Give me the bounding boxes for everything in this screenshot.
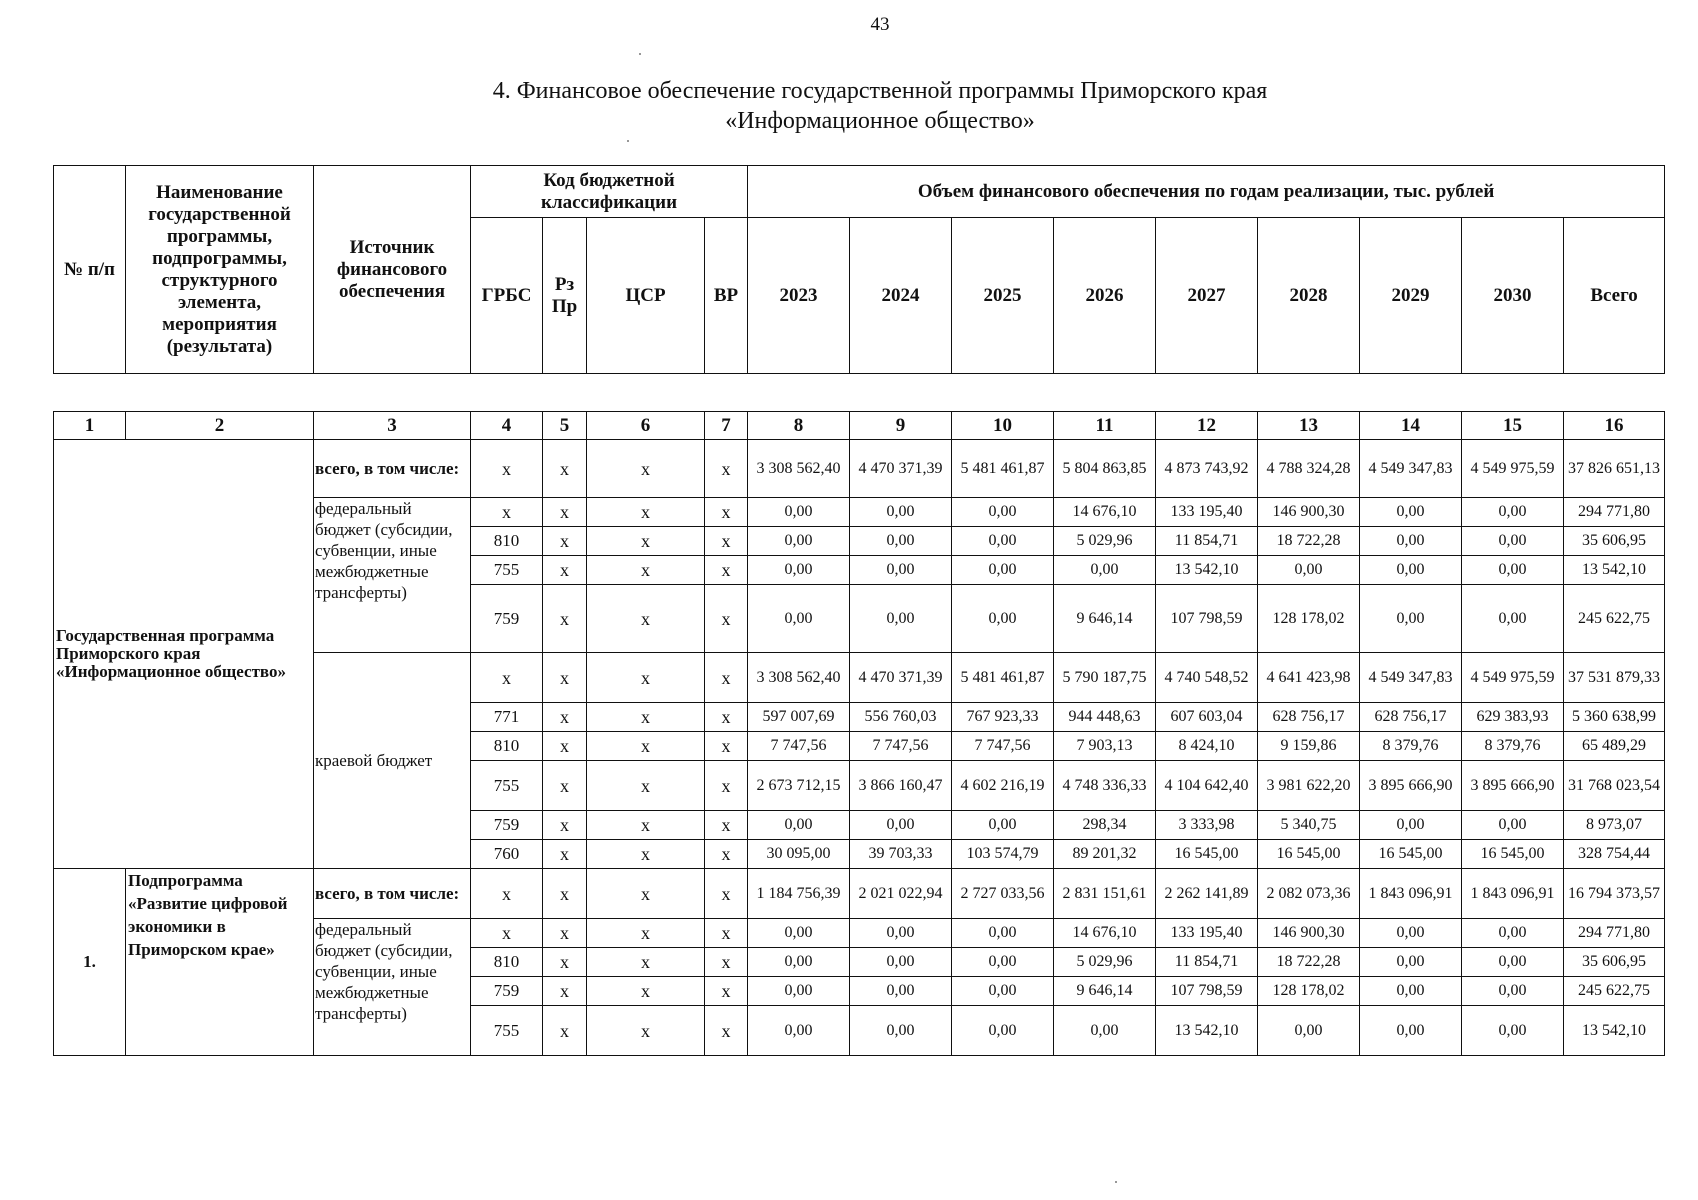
- cell-value: 128 178,02: [1258, 977, 1360, 1006]
- cell-value: 16 545,00: [1156, 840, 1258, 869]
- source-total: всего, в том числе:: [314, 440, 471, 498]
- cell-value: 0,00: [748, 948, 850, 977]
- cell-vr: x: [705, 556, 748, 585]
- header-rz: Рз Пр: [543, 218, 587, 374]
- cell-value: 0,00: [748, 498, 850, 527]
- table-header: [53, 165, 1665, 374]
- cell-value: 4 549 975,59: [1462, 653, 1564, 703]
- cell-csr: x: [587, 1006, 705, 1056]
- cell-rz: x: [543, 811, 587, 840]
- cell-grbs: 759: [471, 811, 543, 840]
- cell-value: 5 481 461,87: [952, 653, 1054, 703]
- cell-value: 5 029,96: [1054, 948, 1156, 977]
- cell-value: 13 542,10: [1156, 1006, 1258, 1056]
- cell-value: 0,00: [1054, 1006, 1156, 1056]
- cell-vr: x: [705, 811, 748, 840]
- cell-value: 0,00: [748, 527, 850, 556]
- column-number: 13: [1258, 412, 1360, 440]
- page-title-line1: 4. Финансовое обеспечение государственной программы Приморского края: [492, 78, 1268, 104]
- cell-value: 5 340,75: [1258, 811, 1360, 840]
- cell-total: 294 771,80: [1564, 498, 1665, 527]
- cell-value: 8 379,76: [1462, 732, 1564, 761]
- cell-value: 0,00: [1360, 527, 1462, 556]
- cell-value: 133 195,40: [1156, 919, 1258, 948]
- cell-total: 13 542,10: [1564, 1006, 1665, 1056]
- cell-rz: x: [543, 919, 587, 948]
- cell-value: 0,00: [850, 527, 952, 556]
- cell-value: 628 756,17: [1360, 703, 1462, 732]
- cell-rz: x: [543, 585, 587, 653]
- cell-grbs: x: [471, 498, 543, 527]
- cell-grbs: 759: [471, 585, 543, 653]
- cell-value: 146 900,30: [1258, 919, 1360, 948]
- cell-value: 0,00: [748, 977, 850, 1006]
- table-body: [53, 411, 1665, 1056]
- cell-total: 245 622,75: [1564, 585, 1665, 653]
- cell-csr: x: [587, 919, 705, 948]
- cell-value: 133 195,40: [1156, 498, 1258, 527]
- cell-value: 2 673 712,15: [748, 761, 850, 811]
- header-budget-code: Код бюджетной классификации: [471, 166, 748, 218]
- cell-grbs: 759: [471, 977, 543, 1006]
- cell-value: 0,00: [1360, 977, 1462, 1006]
- cell-grbs: x: [471, 869, 543, 919]
- cell-value: 0,00: [1462, 585, 1564, 653]
- cell-value: 128 178,02: [1258, 585, 1360, 653]
- header-grbs: ГРБС: [471, 218, 543, 374]
- cell-value: 0,00: [1462, 948, 1564, 977]
- cell-rz: x: [543, 703, 587, 732]
- cell-value: 0,00: [1462, 919, 1564, 948]
- cell-value: 3 308 562,40: [748, 653, 850, 703]
- cell-value: 4 740 548,52: [1156, 653, 1258, 703]
- cell-grbs: 810: [471, 527, 543, 556]
- cell-value: 0,00: [1360, 919, 1462, 948]
- cell-value: 0,00: [1360, 556, 1462, 585]
- cell-value: 0,00: [850, 1006, 952, 1056]
- cell-value: 2 727 033,56: [952, 869, 1054, 919]
- cell-value: 3 895 666,90: [1360, 761, 1462, 811]
- cell-vr: x: [705, 585, 748, 653]
- cell-value: 4 602 216,19: [952, 761, 1054, 811]
- cell-total: 8 973,07: [1564, 811, 1665, 840]
- cell-value: 944 448,63: [1054, 703, 1156, 732]
- cell-value: 30 095,00: [748, 840, 850, 869]
- cell-grbs: 755: [471, 556, 543, 585]
- cell-value: 14 676,10: [1054, 919, 1156, 948]
- cell-value: 5 804 863,85: [1054, 440, 1156, 498]
- cell-value: 18 722,28: [1258, 527, 1360, 556]
- cell-value: 11 854,71: [1156, 527, 1258, 556]
- cell-value: 7 747,56: [748, 732, 850, 761]
- cell-csr: x: [587, 440, 705, 498]
- cell-value: 0,00: [748, 811, 850, 840]
- cell-total: 37 826 651,13: [1564, 440, 1665, 498]
- cell-csr: x: [587, 732, 705, 761]
- cell-value: 3 333,98: [1156, 811, 1258, 840]
- cell-value: 9 646,14: [1054, 977, 1156, 1006]
- column-number: 8: [748, 412, 850, 440]
- cell-rz: x: [543, 653, 587, 703]
- cell-value: 8 424,10: [1156, 732, 1258, 761]
- header-vr: ВР: [705, 218, 748, 374]
- cell-value: 0,00: [1360, 585, 1462, 653]
- header-total: Всего: [1564, 218, 1665, 374]
- cell-value: 0,00: [1360, 498, 1462, 527]
- cell-vr: x: [705, 869, 748, 919]
- cell-value: 4 104 642,40: [1156, 761, 1258, 811]
- column-number: 15: [1462, 412, 1564, 440]
- column-number: 9: [850, 412, 952, 440]
- cell-value: 3 308 562,40: [748, 440, 850, 498]
- cell-csr: x: [587, 811, 705, 840]
- cell-rz: x: [543, 840, 587, 869]
- cell-value: 107 798,59: [1156, 585, 1258, 653]
- cell-total: 245 622,75: [1564, 977, 1665, 1006]
- cell-value: 0,00: [952, 1006, 1054, 1056]
- cell-grbs: 760: [471, 840, 543, 869]
- cell-value: 0,00: [1360, 811, 1462, 840]
- cell-value: 4 470 371,39: [850, 653, 952, 703]
- cell-value: 0,00: [1462, 527, 1564, 556]
- source-total: всего, в том числе:: [314, 869, 471, 919]
- cell-grbs: 810: [471, 948, 543, 977]
- cell-value: 4 641 423,98: [1258, 653, 1360, 703]
- header-year: 2025: [952, 218, 1054, 374]
- header-name: Наименование государственной программы, подпрограммы, структурного элемента, мероприятия (результата): [126, 166, 314, 374]
- cell-total: 35 606,95: [1564, 527, 1665, 556]
- cell-csr: x: [587, 761, 705, 811]
- column-number: 3: [314, 412, 471, 440]
- cell-value: 597 007,69: [748, 703, 850, 732]
- source-regional: краевой бюджет: [314, 653, 471, 869]
- cell-value: 1 843 096,91: [1360, 869, 1462, 919]
- table-row: [54, 869, 1665, 919]
- column-number: 7: [705, 412, 748, 440]
- cell-vr: x: [705, 948, 748, 977]
- cell-value: 0,00: [850, 811, 952, 840]
- cell-grbs: x: [471, 919, 543, 948]
- page-title-line2: «Информационное общество»: [725, 108, 1035, 134]
- cell-csr: x: [587, 556, 705, 585]
- cell-value: 0,00: [850, 556, 952, 585]
- source-federal: федеральный бюджет (субсидии, субвенции, иные межбюджетные трансферты): [314, 919, 471, 1056]
- cell-value: 0,00: [748, 556, 850, 585]
- cell-rz: x: [543, 977, 587, 1006]
- cell-grbs: 755: [471, 1006, 543, 1056]
- cell-csr: x: [587, 703, 705, 732]
- column-number: 12: [1156, 412, 1258, 440]
- cell-value: 9 646,14: [1054, 585, 1156, 653]
- cell-csr: x: [587, 498, 705, 527]
- source-federal: федеральный бюджет (субсидии, субвенции, иные межбюджетные трансферты): [314, 498, 471, 653]
- cell-value: 5 790 187,75: [1054, 653, 1156, 703]
- cell-value: 3 866 160,47: [850, 761, 952, 811]
- cell-value: 16 545,00: [1462, 840, 1564, 869]
- cell-total: 13 542,10: [1564, 556, 1665, 585]
- cell-value: 0,00: [850, 919, 952, 948]
- cell-total: 37 531 879,33: [1564, 653, 1665, 703]
- cell-value: 0,00: [748, 919, 850, 948]
- cell-value: 11 854,71: [1156, 948, 1258, 977]
- cell-value: 0,00: [952, 977, 1054, 1006]
- cell-value: 39 703,33: [850, 840, 952, 869]
- cell-value: 0,00: [1258, 1006, 1360, 1056]
- subprogram-num: 1.: [54, 869, 126, 1056]
- program-name: Государственная программа Приморского края «Информационное общество»: [54, 440, 314, 869]
- column-number: 6: [587, 412, 705, 440]
- cell-csr: x: [587, 840, 705, 869]
- cell-value: 7 747,56: [850, 732, 952, 761]
- cell-value: 4 549 347,83: [1360, 440, 1462, 498]
- cell-vr: x: [705, 1006, 748, 1056]
- cell-total: 65 489,29: [1564, 732, 1665, 761]
- cell-total: 328 754,44: [1564, 840, 1665, 869]
- column-number: 10: [952, 412, 1054, 440]
- cell-total: 31 768 023,54: [1564, 761, 1665, 811]
- cell-value: 0,00: [1462, 498, 1564, 527]
- cell-csr: x: [587, 869, 705, 919]
- cell-value: 4 470 371,39: [850, 440, 952, 498]
- cell-total: 16 794 373,57: [1564, 869, 1665, 919]
- cell-grbs: x: [471, 440, 543, 498]
- cell-value: 1 184 756,39: [748, 869, 850, 919]
- cell-value: 3 981 622,20: [1258, 761, 1360, 811]
- cell-value: 0,00: [952, 919, 1054, 948]
- cell-total: 294 771,80: [1564, 919, 1665, 948]
- cell-value: 4 788 324,28: [1258, 440, 1360, 498]
- cell-value: 0,00: [952, 527, 1054, 556]
- cell-value: 1 843 096,91: [1462, 869, 1564, 919]
- cell-vr: x: [705, 732, 748, 761]
- cell-value: 298,34: [1054, 811, 1156, 840]
- cell-value: 2 082 073,36: [1258, 869, 1360, 919]
- cell-vr: x: [705, 761, 748, 811]
- cell-value: 2 831 151,61: [1054, 869, 1156, 919]
- header-year: 2024: [850, 218, 952, 374]
- cell-csr: x: [587, 653, 705, 703]
- cell-value: 0,00: [1462, 811, 1564, 840]
- cell-value: 0,00: [952, 498, 1054, 527]
- cell-value: 107 798,59: [1156, 977, 1258, 1006]
- cell-rz: x: [543, 440, 587, 498]
- cell-value: 556 760,03: [850, 703, 952, 732]
- cell-value: 8 379,76: [1360, 732, 1462, 761]
- cell-value: 18 722,28: [1258, 948, 1360, 977]
- cell-vr: x: [705, 527, 748, 556]
- cell-rz: x: [543, 761, 587, 811]
- column-number: 1: [54, 412, 126, 440]
- column-number: 2: [126, 412, 314, 440]
- cell-value: 4 549 975,59: [1462, 440, 1564, 498]
- cell-rz: x: [543, 527, 587, 556]
- cell-value: 9 159,86: [1258, 732, 1360, 761]
- cell-value: 146 900,30: [1258, 498, 1360, 527]
- cell-csr: x: [587, 948, 705, 977]
- column-number: 14: [1360, 412, 1462, 440]
- cell-total: 35 606,95: [1564, 948, 1665, 977]
- cell-value: 0,00: [1054, 556, 1156, 585]
- cell-value: 629 383,93: [1462, 703, 1564, 732]
- cell-value: 5 029,96: [1054, 527, 1156, 556]
- cell-rz: x: [543, 732, 587, 761]
- cell-value: 3 895 666,90: [1462, 761, 1564, 811]
- header-year: 2030: [1462, 218, 1564, 374]
- cell-value: 2 262 141,89: [1156, 869, 1258, 919]
- cell-value: 0,00: [952, 948, 1054, 977]
- cell-value: 5 481 461,87: [952, 440, 1054, 498]
- header-source: Источник финансового обеспечения: [314, 166, 471, 374]
- column-number-row: [54, 412, 1665, 440]
- subprogram-name: Подпрограмма «Развитие цифровой экономики в Приморском крае»: [126, 869, 314, 1056]
- cell-vr: x: [705, 498, 748, 527]
- cell-value: 16 545,00: [1258, 840, 1360, 869]
- header-year: 2027: [1156, 218, 1258, 374]
- cell-value: 0,00: [1462, 556, 1564, 585]
- cell-value: 0,00: [850, 948, 952, 977]
- cell-value: 0,00: [952, 585, 1054, 653]
- header-csr: ЦСР: [587, 218, 705, 374]
- cell-value: 0,00: [1462, 977, 1564, 1006]
- cell-csr: x: [587, 585, 705, 653]
- header-num: № п/п: [54, 166, 126, 374]
- cell-value: 7 903,13: [1054, 732, 1156, 761]
- header-volume: Объем финансового обеспечения по годам реализации, тыс. рублей: [748, 166, 1665, 218]
- cell-rz: x: [543, 1006, 587, 1056]
- cell-vr: x: [705, 977, 748, 1006]
- cell-value: 103 574,79: [952, 840, 1054, 869]
- cell-value: 4 873 743,92: [1156, 440, 1258, 498]
- cell-total: 5 360 638,99: [1564, 703, 1665, 732]
- cell-value: 0,00: [748, 585, 850, 653]
- column-number: 11: [1054, 412, 1156, 440]
- cell-csr: x: [587, 977, 705, 1006]
- cell-value: 767 923,33: [952, 703, 1054, 732]
- cell-grbs: x: [471, 653, 543, 703]
- column-number: 5: [543, 412, 587, 440]
- table-row: [54, 440, 1665, 498]
- cell-grbs: 771: [471, 703, 543, 732]
- cell-rz: x: [543, 556, 587, 585]
- cell-value: 607 603,04: [1156, 703, 1258, 732]
- cell-rz: x: [543, 869, 587, 919]
- cell-value: 0,00: [1462, 1006, 1564, 1056]
- page-number: 43: [870, 14, 890, 35]
- cell-value: 628 756,17: [1258, 703, 1360, 732]
- cell-value: 0,00: [952, 811, 1054, 840]
- column-number: 4: [471, 412, 543, 440]
- cell-vr: x: [705, 840, 748, 869]
- cell-rz: x: [543, 948, 587, 977]
- cell-vr: x: [705, 703, 748, 732]
- cell-value: 0,00: [1360, 1006, 1462, 1056]
- cell-value: 0,00: [952, 556, 1054, 585]
- cell-csr: x: [587, 527, 705, 556]
- cell-value: 4 748 336,33: [1054, 761, 1156, 811]
- cell-value: 0,00: [850, 498, 952, 527]
- cell-grbs: 755: [471, 761, 543, 811]
- cell-value: 0,00: [850, 585, 952, 653]
- cell-vr: x: [705, 919, 748, 948]
- cell-value: 13 542,10: [1156, 556, 1258, 585]
- header-year: 2028: [1258, 218, 1360, 374]
- cell-value: 16 545,00: [1360, 840, 1462, 869]
- cell-value: 4 549 347,83: [1360, 653, 1462, 703]
- cell-value: 14 676,10: [1054, 498, 1156, 527]
- cell-vr: x: [705, 440, 748, 498]
- header-year: 2023: [748, 218, 850, 374]
- cell-value: 0,00: [1258, 556, 1360, 585]
- cell-value: 7 747,56: [952, 732, 1054, 761]
- cell-rz: x: [543, 498, 587, 527]
- cell-grbs: 810: [471, 732, 543, 761]
- cell-value: 0,00: [850, 977, 952, 1006]
- cell-value: 2 021 022,94: [850, 869, 952, 919]
- cell-value: 89 201,32: [1054, 840, 1156, 869]
- header-year: 2026: [1054, 218, 1156, 374]
- cell-value: 0,00: [1360, 948, 1462, 977]
- column-number: 16: [1564, 412, 1665, 440]
- cell-vr: x: [705, 653, 748, 703]
- cell-value: 0,00: [748, 1006, 850, 1056]
- page-title: [0, 76, 1698, 136]
- header-year: 2029: [1360, 218, 1462, 374]
